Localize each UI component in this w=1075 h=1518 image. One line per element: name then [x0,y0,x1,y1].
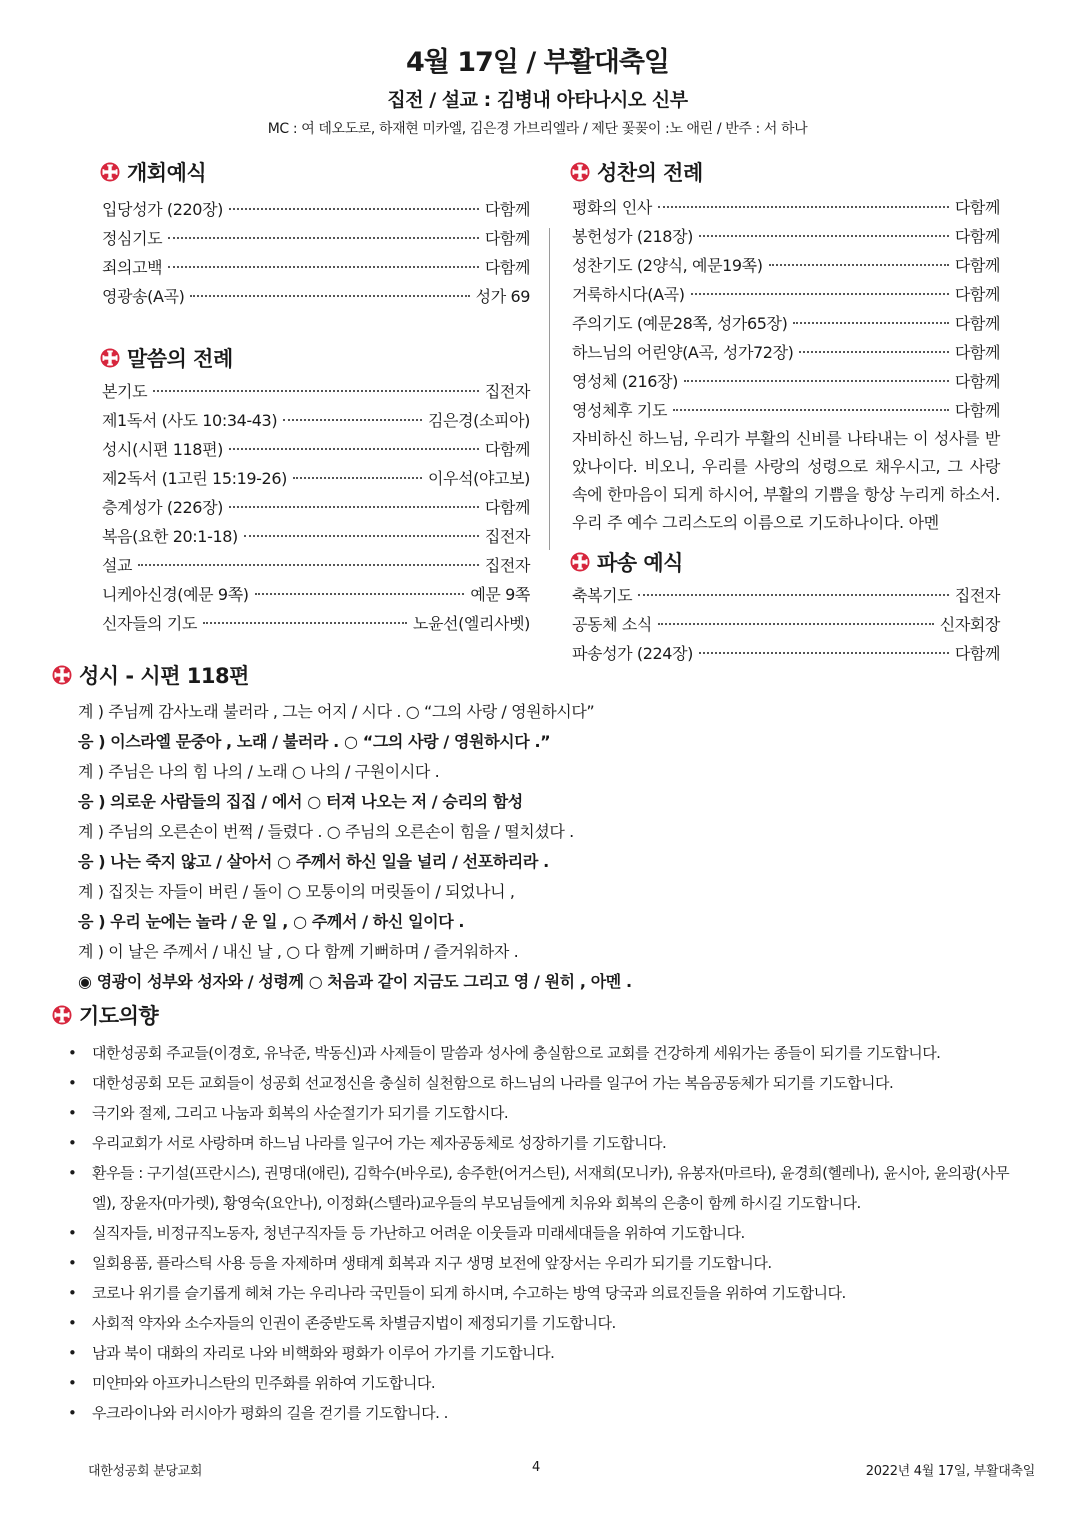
section-opening [100,157,530,187]
program-row [102,224,530,253]
program-item-leader: 다함께 [954,644,1000,663]
program-item-label: 니케아신경(예문 9쪽) [102,585,249,604]
program-item-label: 정심기도 [102,229,163,248]
bullet-icon: • [68,1164,77,1182]
dot-leader [168,266,479,268]
program-item-leader: 다함께 [954,198,1000,217]
dot-leader [244,535,479,537]
dot-leader [153,390,479,392]
program-item-label: 봉헌성가 (218장) [572,227,693,246]
program-item-label: 영광송(A곡) [102,287,185,306]
program-row [102,406,530,435]
cross-icon [570,162,590,182]
program-item-label: 설교 [102,556,133,575]
program-row [102,551,530,580]
program-row [102,609,530,638]
dot-leader [138,564,479,566]
dot-leader [799,351,948,353]
dot-leader [283,419,422,421]
right-column [572,157,1000,668]
cross-icon [52,1005,72,1025]
dot-leader [684,380,949,382]
intention-item [68,1128,1028,1158]
program-row [572,581,1000,610]
intention-text: 미얀마와 아프카니스탄의 민주화를 위하여 기도합니다. [92,1374,436,1392]
section-eucharist [570,157,1000,187]
section-title: 개회예식 [127,161,207,185]
eucharist-list [572,193,1000,425]
program-item-leader: 다함께 [954,343,1000,362]
program-item-leader: 다함께 [484,440,530,459]
section-title: 기도의향 [79,1004,159,1028]
program-item-label: 제2독서 (1고린 15:19-26) [102,469,287,488]
page-subtitle: 집전 / 설교 : 김병내 아타나시오 신부 [387,89,688,111]
cross-icon [100,348,120,368]
bullet-icon: • [68,1404,77,1422]
program-row [572,193,1000,222]
dot-leader [203,622,407,624]
bullet-icon: • [68,1134,77,1152]
cross-icon [100,162,120,182]
dot-leader [769,264,949,266]
program-row [572,309,1000,338]
program-item-leader: 이우석(야고보) [427,469,530,488]
program-item-label: 층계성가 (226장) [102,498,223,517]
program-item-label: 하느님의 어린양(A곡, 성가72장) [572,343,794,362]
program-item-leader: 김은경(소피아) [427,411,530,430]
section-title: 말씀의 전례 [127,347,233,371]
psalm-line: 계 ) 주님의 오른손이 번쩍 / 들렸다 . ○ 주님의 오른손이 힘을 / 떨치셨다 . [78,822,574,841]
intention-item [68,1248,1028,1278]
cross-icon [52,665,72,685]
program-item-label: 죄의고백 [102,258,163,277]
dismissal-list [572,581,1000,668]
program-item-leader: 다함께 [954,372,1000,391]
bullet-icon: • [68,1224,77,1242]
opening-list [102,195,530,311]
section-dismissal [570,547,1000,577]
bullet-icon: • [68,1344,77,1362]
psalm-lines [78,697,1038,997]
program-row [572,367,1000,396]
dot-leader [699,652,949,654]
footer-date: 2022년 4월 17일, 부활대축일 [865,1464,1035,1479]
program-row [102,464,530,493]
program-row [102,195,530,224]
section-word [100,343,530,373]
program-item-label: 영성체후 기도 [572,401,668,420]
intention-text: 일회용품, 플라스틱 사용 등을 자제하며 생태계 회복과 지구 생명 보전에 앞장서는 우리가 되기를 기도합니다. [92,1254,772,1272]
psalm-line: 응 ) 나는 죽지 않고 / 살아서 ○ 주께서 하신 일을 널리 / 선포하리라 . [78,852,549,871]
dot-leader [691,293,949,295]
intention-text: 우크라이나와 러시아가 평화의 길을 걷기를 기도합니다. . [92,1404,448,1422]
dot-leader [255,593,465,595]
dot-leader [673,409,949,411]
dot-leader [638,594,949,596]
bullet-icon: • [68,1104,77,1122]
bullet-icon: • [68,1074,77,1092]
program-row [102,493,530,522]
program-row [572,338,1000,367]
psalm-line: 계 ) 주님께 감사노래 불러라 , 그는 어지 / 시다 . ○ “그의 사랑 / 영원하시다” [78,702,595,721]
program-item-leader: 다함께 [484,229,530,248]
intention-text: 대한성공회 모든 교회들이 성공회 선교정신을 충실히 실천함으로 하느님의 나라를 일구어 가는 복음공동체가 되기를 기도합니다. [92,1074,894,1092]
section-title: 성시 - 시편 118편 [79,664,249,688]
intention-item [68,1158,1028,1218]
program-row [102,522,530,551]
program-item-leader: 다함께 [484,498,530,517]
bullet-icon: • [68,1314,77,1332]
program-item-leader: 다함께 [954,401,1000,420]
program-item-leader: 다함께 [484,258,530,277]
program-row [102,435,530,464]
psalm-line: 응 ) 우리 눈에는 놀라 / 운 일 , ○ 주께서 / 하신 일이다 . [78,912,465,931]
intention-text: 대한성공회 주교들(이경호, 유낙준, 박동신)과 사제들이 말씀과 성사에 충실함으로 교회를 건강하게 세워가는 종들이 되기를 기도합니다. [92,1044,941,1062]
service-credits: MC : 여 데오도로, 하재현 미카엘, 김은경 가브리엘라 / 제단 꽃꽂이 :노 애린 / 반주 : 서 하나 [267,121,808,137]
cross-icon [570,552,590,572]
intention-text: 남과 북이 대화의 자리로 나와 비핵화와 평화가 이루어 가기를 기도합니다. [92,1344,555,1362]
program-row [572,222,1000,251]
psalm-line: 응 ) 의로운 사람들의 집집 / 에서 ○ 터져 나오는 저 / 승리의 함성 [78,792,523,811]
dot-leader [658,623,934,625]
dot-leader [190,295,469,297]
program-item-label: 성시(시편 118편) [102,440,223,459]
program-row [572,251,1000,280]
bullet-icon: • [68,1374,77,1392]
psalm-line: 응 ) 이스라엘 문중아 , 노래 / 불러라 . ○ “그의 사랑 / 영원하시다 .” [78,732,551,751]
intention-item [68,1218,1028,1248]
intention-item [68,1098,1028,1128]
intention-item [68,1068,1028,1098]
intention-item [68,1278,1028,1308]
program-row [572,610,1000,639]
program-item-leader: 다함께 [484,200,530,219]
intentions-list [68,1038,1028,1428]
page-header [0,40,1075,138]
footer-page-number: 4 [532,1460,540,1475]
program-item-label: 거룩하시다(A곡) [572,285,685,304]
page-title: 4월 17일 / 부활대축일 [406,47,669,78]
section-title: 파송 예식 [597,551,683,575]
program-item-leader: 집전자 [484,527,530,546]
program-item-leader: 노윤선(엘리사벳) [412,614,530,633]
program-row [102,377,530,406]
program-item-label: 파송성가 (224장) [572,644,693,663]
program-item-leader: 다함께 [954,227,1000,246]
intention-item [68,1308,1028,1338]
program-row [572,396,1000,425]
program-item-label: 입당성가 (220장) [102,200,223,219]
program-item-label: 축복기도 [572,586,633,605]
program-item-leader: 다함께 [954,256,1000,275]
intention-text: 환우들 : 구기설(프란시스), 권명대(애린), 김학수(바우로), 송주한(어거스틴), 서재희(모니카), 유봉자(마르타), 윤경희(헬레나), 윤시아, 윤의광(사무엘), 장윤자(마가렛), 황영숙(요안나), 이정화(스텔라)교우들의 부모님들에게 치유와 회복의 은총이 함께 하시길 기도합니다. [92,1164,1010,1212]
program-item-leader: 집전자 [484,556,530,575]
program-item-label: 본기도 [102,382,148,401]
dot-leader [793,322,948,324]
program-item-label: 제1독서 (사도 10:34-43) [102,411,278,430]
program-item-leader: 성가 69 [475,287,530,306]
psalm-line: ◉ 영광이 성부와 성자와 / 성령께 ○ 처음과 같이 지금도 그리고 영 / 원히 , 아멘 . [78,972,632,991]
program-row [102,282,530,311]
postcommunion-prayer: 자비하신 하느님, 우리가 부활의 신비를 나타내는 이 성사를 받았나이다. 비오니, 우리를 사랑의 성령으로 채우시고, 그 사랑 속에 한마음이 되게 하시어, 부활의 기쁨을 항상 누리게 하소서. 우리 주 예수 그리스도의 이름으로 기도하나이다. 아멘 [572,429,1000,532]
section-title: 성찬의 전례 [597,161,703,185]
column-divider [549,228,550,550]
program-item-label: 성찬기도 (2양식, 예문19쪽) [572,256,763,275]
psalm-line: 계 ) 집짓는 자들이 버린 / 돌이 ○ 모퉁이의 머릿돌이 / 되었나니 , [78,882,515,901]
intention-text: 극기와 절제, 그리고 나눔과 회복의 사순절기가 되기를 기도합시다. [92,1104,509,1122]
intention-text: 사회적 약자와 소수자들의 인권이 존중받도록 차별금지법이 제정되기를 기도합니다. [92,1314,616,1332]
program-item-label: 신자들의 기도 [102,614,198,633]
dot-leader [229,448,479,450]
program-item-leader: 다함께 [954,285,1000,304]
intention-text: 실직자들, 비정규직노동자, 청년구직자들 등 가난하고 어려운 이웃들과 미래세대들을 위하여 기도합니다. [92,1224,745,1242]
dot-leader [168,237,479,239]
program-item-label: 주의기도 (예문28쪽, 성가65장) [572,314,788,333]
section-psalm [52,660,1032,690]
dot-leader [229,208,479,210]
program-item-leader: 집전자 [484,382,530,401]
program-item-leader: 다함께 [954,314,1000,333]
program-item-leader: 집전자 [954,586,1000,605]
footer-church: 대한성공회 분당교회 [88,1464,203,1479]
intention-text: 코로나 위기를 슬기롭게 헤쳐 가는 우리나라 국민들이 되게 하시며, 수고하는 방역 당국과 의료진들을 위하여 기도합니다. [92,1284,846,1302]
intention-item [68,1038,1028,1068]
intention-item [68,1398,1028,1428]
section-intentions [52,1000,1032,1030]
intention-item [68,1368,1028,1398]
program-item-label: 공동체 소식 [572,615,652,634]
psalm-line: 계 ) 주님은 나의 힘 나의 / 노래 ○ 나의 / 구원이시다 . [78,762,440,781]
dot-leader [699,235,949,237]
bullet-icon: • [68,1044,77,1062]
program-item-leader: 신자회장 [939,615,1000,634]
intention-text: 우리교회가 서로 사랑하며 하느님 나라를 일구어 가는 제자공동체로 성장하기를 기도합니다. [92,1134,667,1152]
left-column [102,157,530,638]
program-row [102,253,530,282]
dot-leader [229,506,479,508]
dot-leader [293,477,422,479]
program-item-label: 영성체 (216장) [572,372,678,391]
intention-item [68,1338,1028,1368]
program-row [572,280,1000,309]
program-item-label: 평화의 인사 [572,198,652,217]
program-row [102,580,530,609]
program-item-label: 복음(요한 20:1-18) [102,527,238,546]
bullet-icon: • [68,1284,77,1302]
dot-leader [658,206,949,208]
psalm-line: 계 ) 이 날은 주께서 / 내신 날 , ○ 다 함께 기뻐하며 / 즐거워하자 . [78,942,519,961]
program-item-leader: 예문 9쪽 [470,585,530,604]
word-list [102,377,530,638]
bullet-icon: • [68,1254,77,1272]
